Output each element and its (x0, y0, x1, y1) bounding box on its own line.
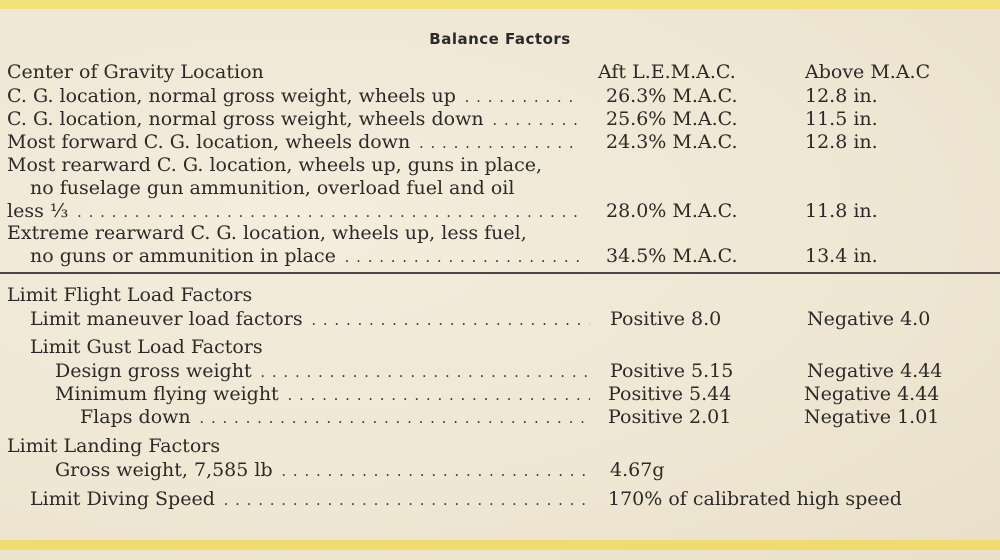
section-divider (0, 272, 1000, 274)
cg-row-line (0, 221, 1000, 245)
gust-positive: Positive 5.15 (610, 360, 734, 382)
cg-row (0, 199, 1000, 223)
landing-label: Gross weight, 7,585 lb (55, 459, 273, 481)
landing-header-row (0, 434, 1000, 458)
cg-row-line (0, 153, 1000, 177)
cg-row-col2: 11.8 in. (805, 200, 878, 222)
gust-row (0, 405, 1000, 429)
gust-positive: Positive 2.01 (608, 406, 732, 428)
maneuver-row (0, 307, 1000, 331)
cg-row-text: Extreme rearward C. G. location, wheels up, less fuel, (7, 222, 527, 244)
landing-value: 4.67g (610, 459, 665, 481)
cg-header-label: Center of Gravity Location (7, 61, 264, 83)
cg-row-col1: 24.3% M.A.C. (606, 131, 738, 153)
gust-negative: Negative 4.44 (804, 383, 940, 405)
diving-row (0, 487, 1000, 511)
cg-row-col2: 12.8 in. (805, 131, 878, 153)
maneuver-label: Limit maneuver load factors (30, 308, 303, 330)
cg-row-col2: 11.5 in. (805, 108, 878, 130)
landing-header: Limit Landing Factors (7, 435, 221, 457)
cg-header-row (0, 60, 1000, 84)
diving-label: Limit Diving Speed (30, 488, 215, 510)
cg-row-col1: 28.0% M.A.C. (606, 200, 738, 222)
gust-label: Design gross weight (55, 360, 252, 382)
cg-row-col2: 12.8 in. (805, 85, 878, 107)
cg-row-col1: 26.3% M.A.C. (606, 85, 738, 107)
gust-label: Minimum flying weight (55, 383, 279, 405)
gust-label: Flaps down (80, 406, 191, 428)
gust-header-row (0, 335, 1000, 359)
cg-row-label: Most forward C. G. location, wheels down (7, 131, 411, 153)
cg-row-label: C. G. location, normal gross weight, wheels up (7, 85, 456, 107)
cg-row (0, 130, 1000, 154)
cg-row-text: Most rearward C. G. location, wheels up, guns in place, (7, 154, 543, 176)
diving-value: 170% of calibrated high speed (608, 488, 902, 510)
section-title: Balance Factors (429, 30, 571, 48)
gust-row (0, 382, 1000, 406)
flight-header: Limit Flight Load Factors (7, 284, 253, 306)
cg-row-col1: 25.6% M.A.C. (606, 108, 738, 130)
gust-negative: Negative 4.44 (807, 360, 943, 382)
cg-row-label: C. G. location, normal gross weight, wheels down (7, 108, 484, 130)
flight-header-row (0, 283, 1000, 307)
cg-row (0, 107, 1000, 131)
gust-header: Limit Gust Load Factors (30, 336, 263, 358)
cg-row (0, 244, 1000, 268)
maneuver-positive: Positive 8.0 (610, 308, 722, 330)
maneuver-negative: Negative 4.0 (807, 308, 931, 330)
gust-negative: Negative 1.01 (804, 406, 940, 428)
landing-row (0, 458, 1000, 482)
top-yellow-band (0, 0, 1000, 9)
cg-row (0, 84, 1000, 108)
cg-col1-header: Aft L.E.M.A.C. (598, 61, 736, 83)
gust-row (0, 359, 1000, 383)
cg-row-line (0, 176, 1000, 200)
cg-row-text: no fuselage gun ammunition, overload fuel and oil (30, 177, 515, 199)
cg-row-label: no guns or ammunition in place (30, 245, 336, 267)
cg-row-col2: 13.4 in. (805, 245, 878, 267)
cg-row-col1: 34.5% M.A.C. (606, 245, 738, 267)
cg-col2-header: Above M.A.C (805, 61, 931, 83)
bottom-yellow-band (0, 540, 1000, 550)
gust-positive: Positive 5.44 (608, 383, 732, 405)
cg-row-label: less ⅓ (7, 200, 69, 222)
